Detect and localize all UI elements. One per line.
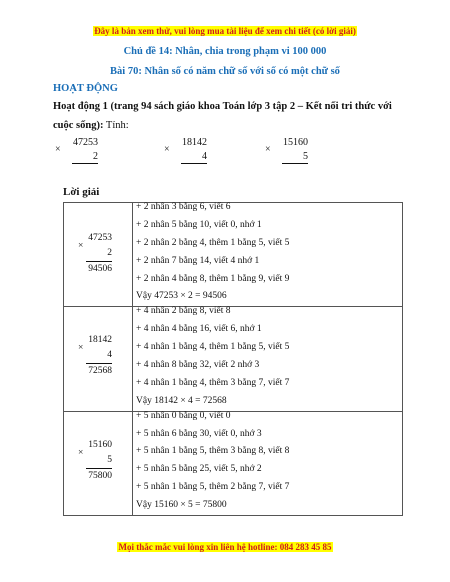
multiply-sign: × xyxy=(55,144,61,155)
solution-calc-3 xyxy=(78,439,112,490)
multiply-sign: × xyxy=(78,241,84,251)
calc-3-multiplier: 5 xyxy=(107,454,112,465)
step-line: + 2 nhân 5 bằng 10, viết 0, nhớ 1 xyxy=(136,219,262,230)
multiply-sign: × xyxy=(265,144,271,155)
step-line: + 5 nhân 5 bằng 25, viết 5, nhớ 2 xyxy=(136,464,262,475)
calc-1-multiplicand: 47253 xyxy=(88,233,112,243)
exercise-1-multiplicand: 47253 xyxy=(73,137,98,148)
exercise-2-multiplicand: 18142 xyxy=(182,137,207,148)
exercise-3-underline xyxy=(282,163,308,164)
solution-calc-cell-1 xyxy=(64,203,133,307)
exercise-1-underline xyxy=(72,163,98,164)
calc-2-result: 72568 xyxy=(88,366,112,377)
solution-row-2 xyxy=(64,307,403,411)
exercise-2-underline xyxy=(181,163,207,164)
step-line: + 2 nhân 3 bằng 6, viết 6 xyxy=(136,202,231,212)
solution-calc-cell-2 xyxy=(64,307,133,411)
step-line: + 5 nhân 1 bằng 5, thêm 2 bằng 7, viết 7 xyxy=(136,482,290,493)
calc-2-underline xyxy=(86,363,112,364)
multiply-sign: × xyxy=(78,447,84,458)
lesson-title: Bài 70: Nhân số có năm chữ số với số có một chữ số xyxy=(110,66,340,77)
solution-calc-2 xyxy=(78,335,112,385)
calc-2-multiplier: 4 xyxy=(107,350,112,361)
calc-3-multiplicand: 15160 xyxy=(88,439,112,450)
calc-3-underline xyxy=(86,468,112,469)
step-line: + 5 nhân 1 bằng 5, thêm 3 bằng 8, viết 8 xyxy=(136,446,290,457)
step-line: + 4 nhân 4 bằng 16, viết 6, nhớ 1 xyxy=(136,324,262,335)
step-line: + 4 nhân 2 bằng 8, viết 8 xyxy=(136,306,231,317)
preview-banner-text: Đây là bản xem thử, vui lòng mua tài liệu để xem chi tiết (có lời giải) xyxy=(94,26,356,36)
conclusion-line: Vậy 15160 × 5 = 75800 xyxy=(136,500,227,511)
solution-row-3 xyxy=(64,411,403,515)
solution-row-1 xyxy=(64,203,403,307)
calc-2-multiplicand: 18142 xyxy=(88,335,112,346)
activity-instruction: Tính: xyxy=(103,120,129,131)
step-line: + 2 nhân 7 bằng 14, viết 4 nhớ 1 xyxy=(136,255,260,266)
preview-banner xyxy=(0,26,450,36)
calc-1-underline xyxy=(86,261,112,262)
exercise-1-multiplier: 2 xyxy=(93,151,98,162)
solution-steps-cell-3 xyxy=(133,411,403,515)
conclusion-line: Vậy 47253 × 2 = 94506 xyxy=(136,291,227,302)
solution-steps-cell-2 xyxy=(133,307,403,411)
step-line: + 4 nhân 1 bằng 4, thêm 3 bằng 7, viết 7 xyxy=(136,377,290,388)
conclusion-line: Vậy 18142 × 4 = 72568 xyxy=(136,395,227,406)
multiply-sign: × xyxy=(164,144,170,155)
step-line: + 2 nhân 2 bằng 4, thêm 1 bằng 5, viết 5 xyxy=(136,237,290,248)
step-line: + 4 nhân 1 bằng 4, thêm 1 bằng 5, viết 5 xyxy=(136,342,290,353)
solution-heading: Lời giải xyxy=(63,186,100,198)
topic-title: Chủ đề 14: Nhân, chia trong phạm vi 100 000 xyxy=(123,46,327,57)
solution-steps-cell-1 xyxy=(133,203,403,307)
activity-title-continued xyxy=(53,120,129,131)
multiply-sign: × xyxy=(78,343,84,354)
hotline-banner-text: Mọi thắc mắc vui lòng xin liên hệ hotline: 084 283 45 85 xyxy=(118,542,332,552)
exercise-1 xyxy=(55,137,98,173)
step-line: + 5 nhân 6 bằng 30, viết 0, nhớ 3 xyxy=(136,428,262,439)
step-line: + 4 nhân 8 bằng 32, viết 2 nhớ 3 xyxy=(136,360,260,371)
activity-title-end: cuộc sống): xyxy=(53,120,104,131)
exercise-3-multiplier: 5 xyxy=(303,151,308,162)
step-line: + 2 nhân 4 bằng 8, thêm 1 bằng 9, viết 9 xyxy=(136,273,290,284)
calc-3-result: 75800 xyxy=(88,470,112,481)
exercise-2 xyxy=(164,137,207,173)
calc-1-multiplier: 2 xyxy=(107,248,112,258)
section-heading: HOẠT ĐỘNG xyxy=(53,83,118,94)
calc-1-result: 94506 xyxy=(88,264,112,274)
solution-calc-1 xyxy=(78,233,112,283)
step-line: + 5 nhân 0 bằng 0, viết 0 xyxy=(136,410,231,421)
exercise-3 xyxy=(265,137,308,173)
exercise-3-multiplicand: 15160 xyxy=(283,137,308,148)
solution-table xyxy=(63,202,403,516)
hotline-banner xyxy=(0,542,450,552)
exercise-2-multiplier: 4 xyxy=(202,151,207,162)
solution-calc-cell-3 xyxy=(64,411,133,515)
activity-title: Hoạt động 1 (trang 94 sách giáo khoa Toán lớp 3 tập 2 – Kết nối tri thức với xyxy=(53,101,392,112)
